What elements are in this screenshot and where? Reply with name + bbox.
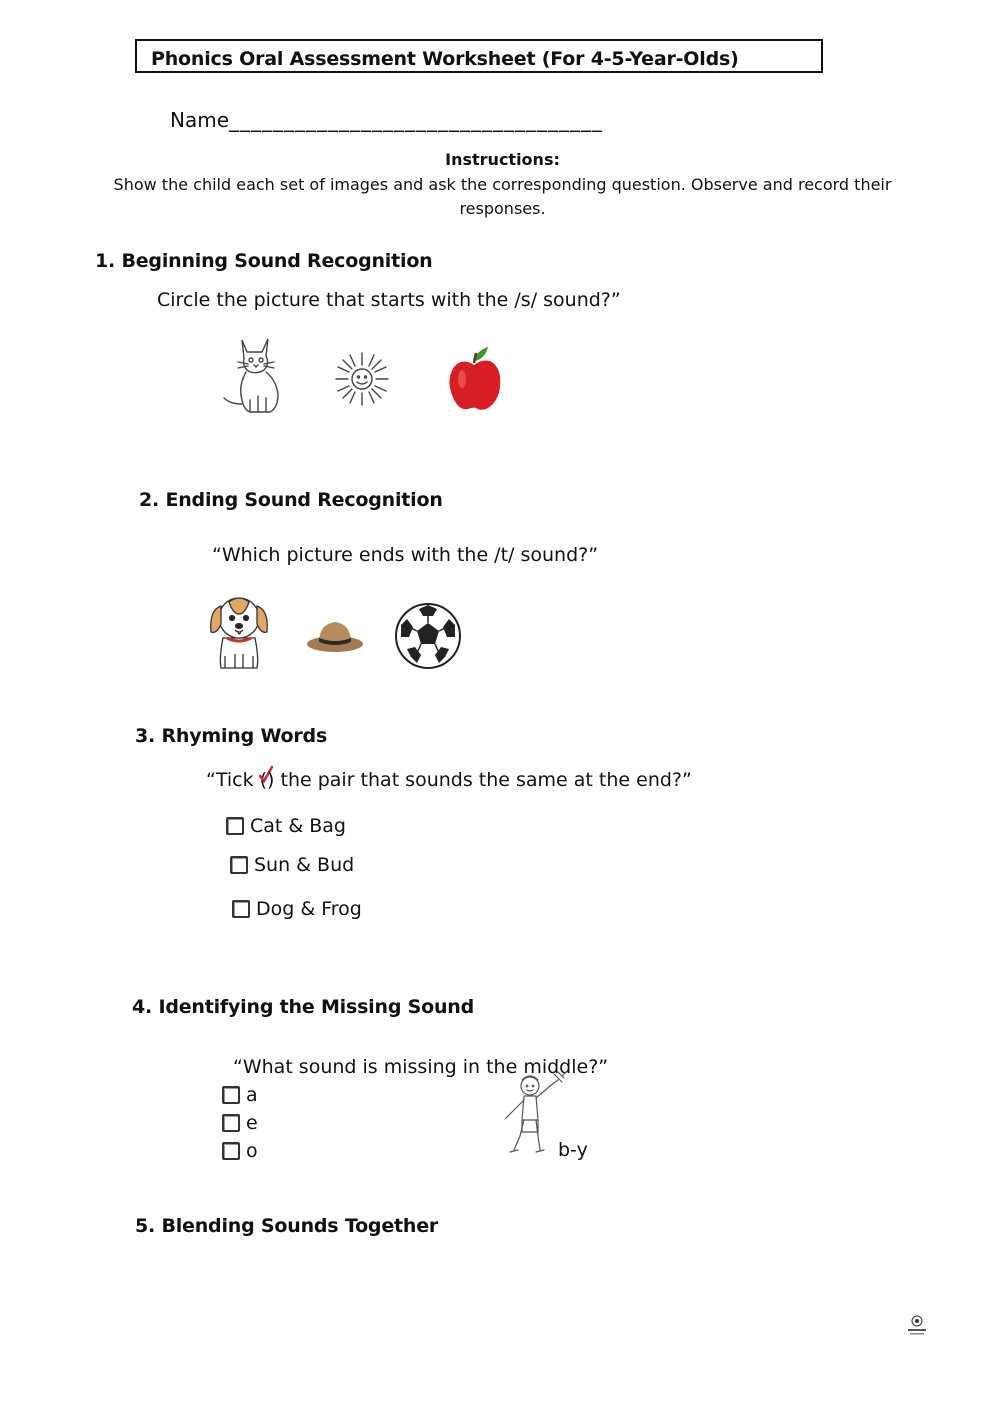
- section-2-question: “Which picture ends with the /t/ sound?”: [212, 544, 599, 566]
- section-3-question-start: “Tick (: [206, 769, 268, 791]
- section-5-heading: 5. Blending Sounds Together: [135, 1215, 439, 1237]
- hat-icon[interactable]: [305, 616, 365, 656]
- section-3-question: [206, 769, 692, 791]
- checkbox[interactable]: [222, 1086, 240, 1104]
- section-3-question-end: ) the pair that sounds the same at the end?”: [267, 769, 692, 791]
- section-2-heading: 2. Ending Sound Recognition: [139, 489, 443, 511]
- name-line: [170, 108, 603, 132]
- rhyme-option-label: Sun & Bud: [254, 854, 355, 876]
- checkbox[interactable]: [230, 856, 248, 874]
- cat-icon[interactable]: [220, 334, 290, 416]
- apple-icon[interactable]: [446, 345, 504, 413]
- section-4-question: “What sound is missing in the middle?”: [233, 1056, 609, 1078]
- checkbox[interactable]: [222, 1142, 240, 1160]
- sound-option[interactable]: [222, 1112, 258, 1134]
- title-box: [135, 39, 823, 73]
- sound-option[interactable]: [222, 1140, 258, 1162]
- name-label: Name: [170, 108, 230, 132]
- dog-icon[interactable]: [205, 588, 273, 674]
- name-blank[interactable]: __________________________________: [229, 108, 604, 132]
- sound-option-label: o: [246, 1140, 258, 1162]
- instructions-heading: Instructions:: [445, 150, 560, 169]
- rhyme-option-label: Cat & Bag: [250, 815, 346, 837]
- checkbox[interactable]: [222, 1114, 240, 1132]
- instructions-text: Show the child each set of images and ask the corresponding question. Observe and record their responses.: [113, 175, 892, 218]
- rhyme-option[interactable]: [226, 815, 346, 837]
- checkbox[interactable]: [232, 900, 250, 918]
- section-1-question: Circle the picture that starts with the /s/ sound?”: [157, 289, 621, 311]
- sun-icon[interactable]: [334, 351, 390, 407]
- checkbox[interactable]: [226, 817, 244, 835]
- section-3-heading: 3. Rhyming Words: [135, 725, 328, 747]
- publisher-logo: [905, 1314, 929, 1338]
- rhyme-option[interactable]: [232, 898, 362, 920]
- sound-option[interactable]: [222, 1084, 258, 1106]
- worksheet-title: Phonics Oral Assessment Worksheet (For 4-5-Year-Olds): [151, 48, 739, 70]
- rhyme-option[interactable]: [230, 854, 354, 876]
- section-4-heading: 4. Identifying the Missing Sound: [132, 996, 475, 1018]
- rhyme-option-label: Dog & Frog: [256, 898, 362, 920]
- sound-option-label: e: [246, 1112, 258, 1134]
- ball-icon[interactable]: [393, 601, 463, 671]
- sound-option-label: a: [246, 1084, 258, 1106]
- section-1-heading: 1. Beginning Sound Recognition: [95, 250, 433, 272]
- missing-sound-word: b-y: [558, 1139, 588, 1161]
